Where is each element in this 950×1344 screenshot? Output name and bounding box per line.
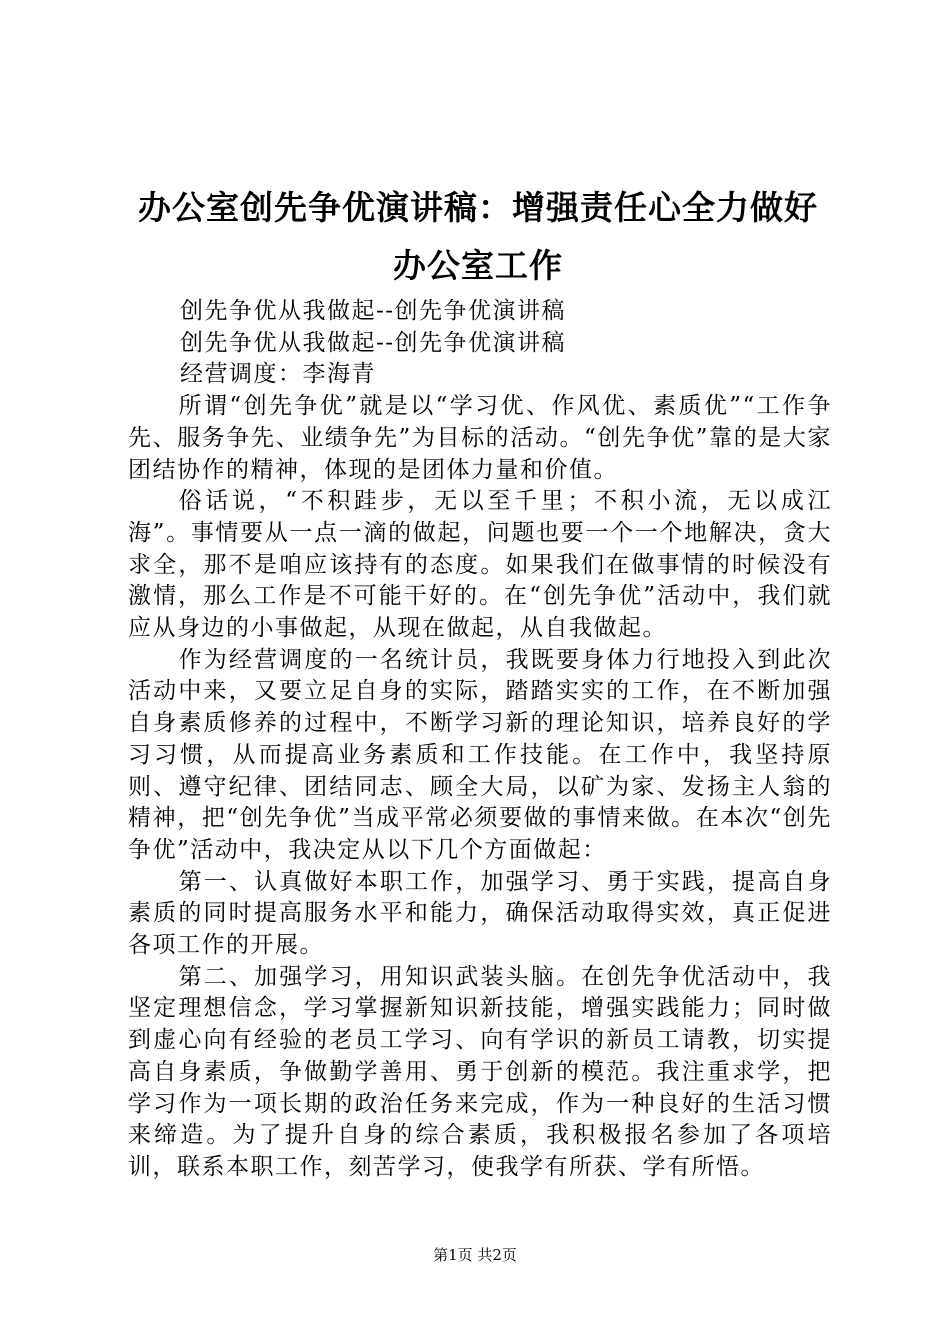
paragraph-2: 俗话说，“不积跬步，无以至千里；不积小流，无以成江海”。事情要从一点一滴的做起，问题也要一个一个地解决，贪大求全，那不是咱应该持有的态度。如果我们在做事情的时候没有激情，那么工作是不可能干好的。在“创先争优”活动中，我们就应从身边的小事做起，从现在做起，从自我做起。 [128,488,832,642]
subtitle-line-2: 创先争优从我做起--创先争优演讲稿 [180,329,567,356]
paragraph-1: 所谓“创先争优”就是以“学习优、作风优、素质优”“工作争先、服务争先、业绩争先”为目标的活动。“创先争优”靠的是大家团结协作的精神，体现的是团体力量和价值。 [128,393,832,483]
paragraph-3: 作为经营调度的一名统计员，我既要身体力行地投入到此次活动中来，又要立足自身的实际，踏踏实实的工作，在不断加强自身素质修养的过程中，不断学习新的理论知识，培养良好的学习习惯，从而提高业务素质和工作技能。在工作中，我坚持原则、遵守纪律、团结同志、顾全大局，以矿为家、发扬主人翁的精神，把“创先争优”当成平常必须要做的事情来做。在本次“创先争优”活动中，我决定从以下几个方面做起： [128,646,832,863]
document-body [128,296,832,1184]
document-title-line-2: 办公室工作 [393,246,563,285]
page-footer: 第1页 共2页 [433,1246,517,1264]
document-title-line-1: 办公室创先争优演讲稿：增强责任心全力做好 [138,188,818,227]
paragraph-5: 第二、加强学习，用知识武装头脑。在创先争优活动中，我坚定理想信念，学习掌握新知识新技能，增强实践能力；同时做到虚心向有经验的老员工学习、向有学识的新员工请教，切实提高自身素质，争做勤学善用、勇于创新的模范。我注重求学，把学习作为一项长期的政治任务来完成，作为一种良好的生活习惯来缔造。为了提升自身的综合素质，我积极报名参加了各项培训，联系本职工作，刻苦学习，使我学有所获、学有所悟。 [128,963,832,1180]
paragraph-4: 第一、认真做好本职工作，加强学习、勇于实践，提高自身素质的同时提高服务水平和能力，确保活动取得实效，真正促进各项工作的开展。 [128,868,832,959]
subtitle-line-1: 创先争优从我做起--创先争优演讲稿 [180,298,567,324]
author-line: 经营调度：李海青 [180,361,376,388]
